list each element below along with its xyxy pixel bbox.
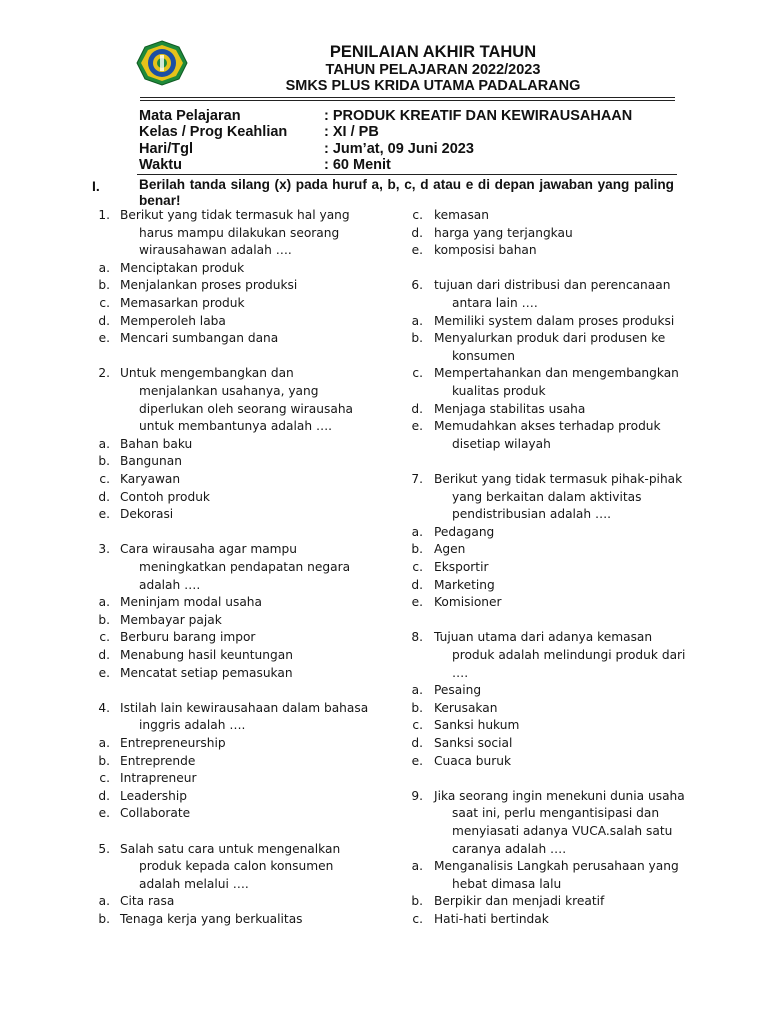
answer-option: Agen (434, 542, 466, 557)
answer-option: Bangunan (120, 454, 182, 469)
question-stem: Untuk mengembangkan dan (120, 366, 294, 381)
question-number: 9. (411, 788, 423, 803)
option-letter: a. (411, 524, 423, 539)
answer-option: Marketing (434, 577, 495, 592)
answer-option: Cita rasa (120, 894, 175, 909)
option-letter: e. (98, 507, 110, 522)
school-logo (136, 40, 188, 86)
answer-option: Eksportir (434, 560, 489, 574)
answer-option: Entrepreneurship (120, 736, 226, 750)
option-letter: b. (98, 753, 110, 768)
answer-option: Menabung hasil keuntungan (120, 648, 293, 662)
class-value: : XI / PB (324, 124, 379, 140)
school-name: SMKS PLUS KRIDA UTAMA PADALARANG (285, 78, 581, 94)
option-letter: a. (98, 260, 110, 275)
question-stem: tujuan dari distribusi dan perencanaan (434, 278, 671, 293)
option-letter: b. (98, 912, 110, 926)
question-stem: Istilah lain kewirausahaan dalam bahasa (120, 700, 369, 715)
info-divider (137, 174, 677, 175)
answer-option: Tenaga kerja yang berkualitas (120, 912, 303, 926)
exam-title: PENILAIAN AKHIR TAHUN (329, 43, 537, 61)
time-value: : 60 Menit (324, 157, 391, 173)
question-number: 7. (411, 472, 423, 486)
answer-option: Karyawan (120, 472, 181, 486)
answer-option: Memasarkan produk (120, 296, 245, 310)
question-stem-continued: meningkatkan pendapatan negara (139, 560, 351, 574)
question-stem-continued: adalah melalui …. (139, 876, 249, 891)
option-letter: c. (412, 208, 423, 222)
answer-option: Leadership (120, 788, 187, 803)
answer-option: Komisioner (434, 595, 502, 610)
answer-option: Entreprende (120, 753, 196, 768)
answer-option: Dekorasi (120, 507, 174, 522)
section-instruction: Berilah tanda silang (x) pada huruf a, b, c, d atau e di depan jawaban yang paling benar! (139, 177, 674, 208)
question-number: 6. (411, 278, 423, 293)
option-letter: b. (98, 612, 110, 627)
section-number: I. (92, 178, 100, 194)
answer-option-continued: konsumen (452, 348, 515, 363)
option-letter: d. (98, 648, 110, 662)
answer-option: Menjalankan proses produksi (120, 278, 298, 293)
answer-option-continued: disetiap wilayah (452, 436, 551, 451)
question-number: 5. (98, 841, 110, 856)
question-stem-continued: menjalankan usahanya, yang (139, 384, 319, 398)
answer-option: Menyalurkan produk dari produsen ke (434, 331, 666, 346)
question-stem-continued: wirausahawan adalah …. (139, 243, 292, 258)
option-letter: b. (411, 542, 423, 557)
question-stem: Salah satu cara untuk mengenalkan (120, 841, 341, 856)
answer-option: Collaborate (120, 806, 191, 821)
answer-option: Memudahkan akses terhadap produk (434, 419, 661, 434)
option-letter: b. (411, 894, 423, 909)
subject-label: Mata Pelajaran (139, 108, 241, 124)
date-label: Hari/Tgl (139, 141, 193, 157)
option-letter: c. (99, 771, 110, 786)
question-stem-continued: yang berkaitan dalam aktivitas (452, 489, 642, 504)
option-letter: e. (98, 806, 110, 821)
option-letter: c. (412, 718, 423, 733)
answer-option: Cuaca buruk (434, 753, 511, 768)
option-letter: a. (411, 313, 423, 328)
answer-option: kemasan (434, 208, 490, 222)
time-label: Waktu (139, 157, 182, 173)
option-letter: a. (98, 436, 110, 451)
answer-option-continued: hebat dimasa lalu (452, 876, 562, 891)
question-stem-continued: menyiasati adanya VUCA.salah satu (452, 824, 673, 838)
question-number: 3. (98, 542, 110, 557)
answer-option: Sanksi hukum (434, 718, 520, 733)
answer-option: Intrapreneur (120, 771, 197, 786)
option-letter: b. (98, 278, 110, 293)
option-letter: e. (411, 243, 423, 258)
option-letter: c. (99, 472, 110, 486)
answer-option: Mempertahankan dan mengembangkan (434, 366, 679, 381)
question-stem: Berikut yang tidak termasuk pihak-pihak (434, 472, 683, 486)
option-letter: d. (411, 736, 423, 750)
answer-option: Memperoleh laba (120, 313, 226, 328)
question-stem-continued: saat ini, perlu mengantisipasi dan (452, 806, 660, 821)
option-letter: d. (98, 489, 110, 504)
option-letter: c. (99, 630, 110, 645)
option-letter: e. (411, 419, 423, 434)
option-letter: a. (411, 683, 423, 698)
option-letter: d. (411, 225, 423, 240)
question-stem-continued: produk kepada calon konsumen (139, 859, 334, 874)
question-stem-continued: inggris adalah …. (139, 718, 246, 733)
option-letter: c. (412, 912, 423, 926)
answer-option: Bahan baku (120, 436, 193, 451)
question-stem-continued: harus mampu dilakukan seorang (139, 225, 340, 240)
question-stem: Cara wirausaha agar mampu (120, 542, 298, 557)
option-letter: d. (411, 577, 423, 592)
question-stem-continued: untuk membantunya adalah …. (139, 419, 333, 434)
option-letter: e. (98, 331, 110, 346)
header-divider (140, 97, 675, 98)
option-letter: c. (412, 366, 423, 381)
option-letter: c. (412, 560, 423, 574)
option-letter: b. (98, 454, 110, 469)
answer-option: Hati-hati bertindak (434, 912, 549, 926)
option-letter: d. (411, 401, 423, 416)
option-letter: e. (98, 665, 110, 680)
class-label: Kelas / Prog Keahlian (139, 124, 288, 140)
option-letter: a. (98, 894, 110, 909)
header-divider-thin (140, 100, 675, 101)
question-number: 8. (411, 630, 423, 645)
option-letter: d. (98, 313, 110, 328)
question-stem: Jika seorang ingin menekuni dunia usaha (434, 788, 685, 803)
option-letter: a. (98, 595, 110, 610)
answer-option: Menganalisis Langkah perusahaan yang (434, 859, 679, 874)
subject-value: : PRODUK KREATIF DAN KEWIRAUSAHAAN (324, 108, 633, 124)
answer-option: Contoh produk (120, 489, 210, 504)
answer-option: komposisi bahan (434, 243, 537, 258)
question-stem-continued: produk adalah melindungi produk dari (452, 648, 686, 662)
question-stem: Berikut yang tidak termasuk hal yang (120, 208, 350, 222)
answer-option: Pedagang (434, 524, 495, 539)
answer-option: Pesaing (434, 683, 482, 698)
question-stem-continued: antara lain …. (452, 296, 538, 310)
answer-option: Membayar pajak (120, 612, 222, 627)
answer-option: Berburu barang impor (120, 630, 256, 645)
question-stem-continued: pendistribusian adalah …. (452, 507, 612, 522)
option-letter: e. (411, 753, 423, 768)
option-letter: e. (411, 595, 423, 610)
answer-option: Berpikir dan menjadi kreatif (434, 894, 605, 909)
answer-option: Sanksi social (434, 736, 513, 750)
option-letter: a. (411, 859, 423, 874)
option-letter: c. (99, 296, 110, 310)
question-number: 1. (98, 208, 110, 222)
answer-option: Mencari sumbangan dana (120, 331, 279, 346)
answer-option: Memiliki system dalam proses produksi (434, 313, 675, 328)
question-stem-continued: caranya adalah …. (452, 841, 567, 856)
answer-option: harga yang terjangkau (434, 225, 573, 240)
answer-option: Menciptakan produk (120, 260, 245, 275)
academic-year: TAHUN PELAJARAN 2022/2023 (325, 62, 541, 78)
date-value: : Jum’at, 09 Juni 2023 (324, 141, 474, 157)
answer-option-continued: kualitas produk (452, 384, 546, 398)
question-stem-continued: adalah …. (139, 577, 201, 592)
question-stem: Tujuan utama dari adanya kemasan (434, 630, 653, 645)
answer-option: Kerusakan (434, 700, 498, 715)
option-letter: b. (411, 700, 423, 715)
option-letter: a. (98, 736, 110, 750)
option-letter: b. (411, 331, 423, 346)
answer-option: Meninjam modal usaha (120, 595, 262, 610)
question-number: 4. (98, 700, 110, 715)
answer-option: Menjaga stabilitas usaha (434, 401, 586, 416)
answer-option: Mencatat setiap pemasukan (120, 665, 293, 680)
question-number: 2. (98, 366, 110, 381)
option-letter: d. (98, 788, 110, 803)
question-stem-continued: …. (452, 665, 469, 680)
question-stem-continued: diperlukan oleh seorang wirausaha (139, 401, 354, 416)
